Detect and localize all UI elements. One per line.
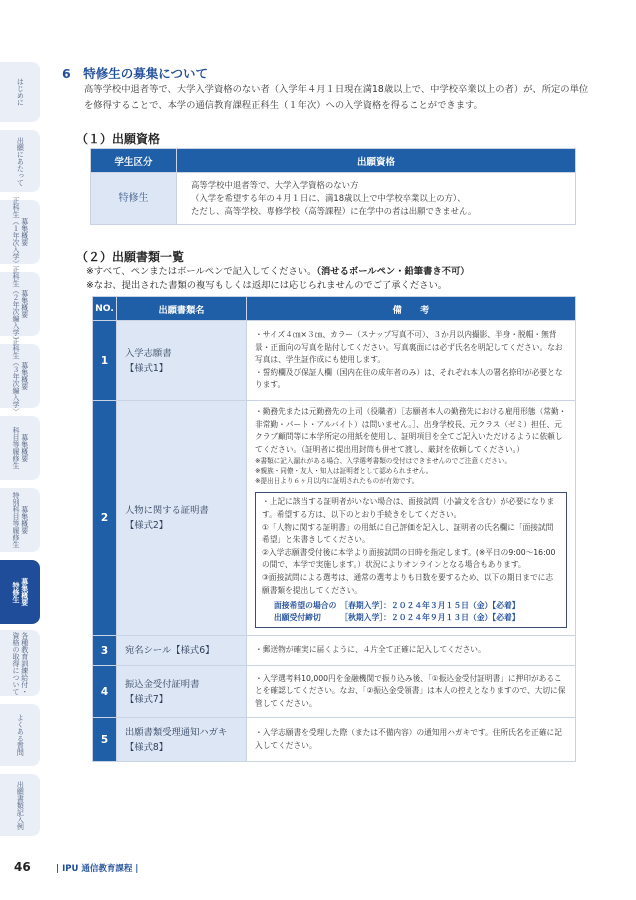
section-title: 特修生の募集について [83, 66, 208, 81]
documents-notes [86, 265, 470, 293]
remark-line: ・サイズ４㎝×３㎝、カラー（スナップ写真不可）、３か月以内撮影、半身・脱帽・無背景・正面向の写真を貼付してください。写真裏面には必ず氏名を明記してください。なお写真は、学生証作成にも使用します。 [255, 330, 563, 365]
eligibility-line: （入学を希望する年の４月１日に、満18歳以上で中学校卒業以上の方）、 [191, 193, 466, 203]
row-number: 2 [93, 401, 117, 636]
document-remarks [247, 321, 576, 401]
table-row [91, 173, 576, 225]
note-line-1 [86, 265, 470, 279]
document-title: 振込金受付証明書 [125, 678, 200, 690]
side-tab-label: 募集概要 正科生（２年次編入学） [12, 265, 29, 343]
document-remarks [247, 666, 576, 718]
side-tab-label: 募集概要 正科生（１年次入学） [12, 197, 29, 267]
side-tab-label: よくある質問 [16, 714, 25, 756]
table-row [93, 321, 576, 401]
column-header: NO. [93, 297, 117, 321]
document-remarks [247, 636, 576, 666]
remark-line: ・入学選考料10,000円を金融機関で振り込み後、「①振込金受付証明書」に押印があることを確認してください。なお、「②振込金受領書」は本人の控えとなりますので、大切に保管してください。 [255, 673, 566, 708]
remark-line: ・誓約欄及び保証人欄（国内在住の成年者のみ）は、それぞれ本人の署名捺印が必要となります。 [255, 367, 563, 390]
document-title: 宛名シール【様式6】 [125, 645, 215, 657]
document-name [117, 666, 247, 718]
column-header: 学生区分 [91, 149, 177, 173]
side-tab-9[interactable] [0, 704, 40, 766]
side-tab-label: 募集概要 特別科目等履修生 [12, 492, 29, 548]
document-remarks [247, 718, 576, 762]
document-title: 出願書類受理通知ハガキ [125, 726, 228, 738]
box-line: ①「人物に関する証明書」の用紙に自己評価を記入し、証明者の氏名欄に「面接試問希望」と朱書きしてください。 [262, 522, 554, 545]
side-tab-label: 出願にあたって [16, 136, 25, 186]
document-name [117, 321, 247, 401]
table-header-row [91, 149, 576, 173]
deadline-block [262, 600, 560, 624]
table-row [93, 718, 576, 762]
small-note: ※書類に記入漏れがある場合、入学選考書類の受付はできませんのでご注意ください。 [255, 457, 512, 466]
side-tab-10[interactable] [0, 774, 40, 836]
side-tab-label: はじめに [16, 78, 25, 106]
document-form: 【様式8】 [125, 741, 169, 753]
side-tab-1[interactable] [0, 130, 40, 192]
intro-paragraph: 高等学校中退者等で、大学入学資格のない者（入学年４月１日現在満18歳以上で、中学校卒業以上の者）が、所定の単位を修得することで、本学の通信教育課程正科生（１年次）への入学資格を得ることができます。 [84, 84, 589, 111]
side-tab-label: 募集概要 正科生（３年次編入学） [12, 337, 29, 415]
side-tab-4[interactable] [0, 337, 40, 415]
column-header: 出願書類名 [117, 297, 247, 321]
box-line: ③面接試問による選考は、通常の選考よりも日数を要するため、以下の期日までに志願書類を提出してください。 [262, 572, 554, 595]
document-form: 【様式7】 [125, 693, 169, 705]
row-number: 3 [93, 636, 117, 666]
deadline-spring: 面接希望の場合の ［春期入学］：２０２４年３月１５日（金）【必着】 [274, 601, 520, 611]
box-line: ・上記に該当する証明者がいない場合は、面接試問（小論文を含む）が必要になります。希望する方は、以下のとおり手続きをしてください。 [262, 497, 555, 519]
eligibility-table [90, 148, 576, 225]
document-title: 人物に関する証明書 [125, 505, 209, 517]
eligibility-heading: （１）出願資格 [76, 132, 161, 146]
row-number: 4 [93, 666, 117, 718]
side-tab-label: 各種教育訓練給付・ 資格の取得について [12, 631, 29, 695]
note-bold: （消せるボールペン・鉛筆書き不可） [316, 266, 470, 277]
small-note: ※親族・同僚・友人・知人は証明者として認められません。 [255, 467, 433, 476]
table-row [93, 401, 576, 636]
remark-line: ・郵送物が確実に届くように、４片全て正確に記入してください。 [255, 645, 486, 655]
deadline-autumn: 出願受付締切 ［秋期入学］：２０２４年９月１３日（金）【必着】 [274, 613, 520, 623]
interview-box [255, 492, 567, 628]
documents-heading: （２）出願書類一覧 [76, 250, 185, 264]
document-name [117, 636, 247, 666]
side-tab-5[interactable] [0, 416, 40, 480]
document-remarks [247, 401, 576, 636]
row-number: 1 [93, 321, 117, 401]
documents-table [92, 296, 576, 762]
eligibility-text [177, 173, 576, 225]
row-number: 5 [93, 718, 117, 762]
side-tab-label: 募集概要 科目等履修生 [12, 427, 29, 469]
document-name [117, 401, 247, 636]
side-tab-0[interactable] [0, 62, 40, 122]
side-tab-3[interactable] [0, 265, 40, 343]
side-tab-label: 出願書類記入例 [16, 780, 25, 830]
side-tab-6[interactable] [0, 488, 40, 552]
table-header-row [93, 297, 576, 321]
table-row [93, 636, 576, 666]
eligibility-line: ただし、高等学校、専修学校（高等課程）に在学中の者は出願できません。 [191, 206, 477, 216]
side-tab-7[interactable] [0, 560, 40, 624]
remark-line: ・勤務先または元勤務先の上司（役職者）［志願者本人の勤務先における雇用形態（常勤・非常勤・パート・アルバイト）は問いません。］、出身学校長、元クラス（ゼミ）担任、元クラブ顧問等に本学所定の用紙を使用し、証明項目を全てご記入いただけるように依頼してください。（証明者に提出用封筒も併せて渡し、厳封を依頼してください。） [255, 407, 567, 454]
student-category: 特修生 [91, 173, 177, 225]
document-name [117, 718, 247, 762]
side-tab-label: 募集概要 特修生 [12, 578, 29, 606]
note-line-2: ※なお、提出された書類の複写もしくは返却には応じられませんのでご了承ください。 [86, 280, 448, 291]
table-row [93, 666, 576, 718]
document-title: 入学志願書 [125, 347, 172, 359]
column-header: 備 考 [247, 297, 576, 321]
document-form: 【様式2】 [125, 520, 169, 532]
section-heading [62, 64, 208, 82]
page-number: 46 [14, 860, 31, 874]
eligibility-line: 高等学校中退者等で、大学入学資格のない方 [191, 180, 359, 190]
remark-line: ・入学志願書を受理した際（または不備内容）の通知用ハガキです。住所氏名を正確に記入してください。 [255, 728, 562, 750]
box-line: ②入学志願書受付後に本学より面接試問の日時を指定します。(※平日の9:00〜16:00の間で、本学で実施します。）状況によりオンラインとなる場合もあります。 [262, 547, 556, 570]
side-tab-2[interactable] [0, 197, 40, 267]
footer-text: | IPU 通信教育課程 | [56, 864, 139, 874]
side-tab-8[interactable] [0, 630, 40, 696]
column-header: 出願資格 [177, 149, 576, 173]
section-number: 6 [62, 66, 71, 81]
document-form: 【様式1】 [125, 362, 169, 374]
note-text: ※すべて、ペンまたはボールペンで記入してください。 [86, 266, 317, 277]
footer-label: IPU 通信教育課程 [62, 864, 133, 874]
small-note: ※提出日より６ヶ月以内に証明されたものが有効です。 [255, 477, 419, 486]
